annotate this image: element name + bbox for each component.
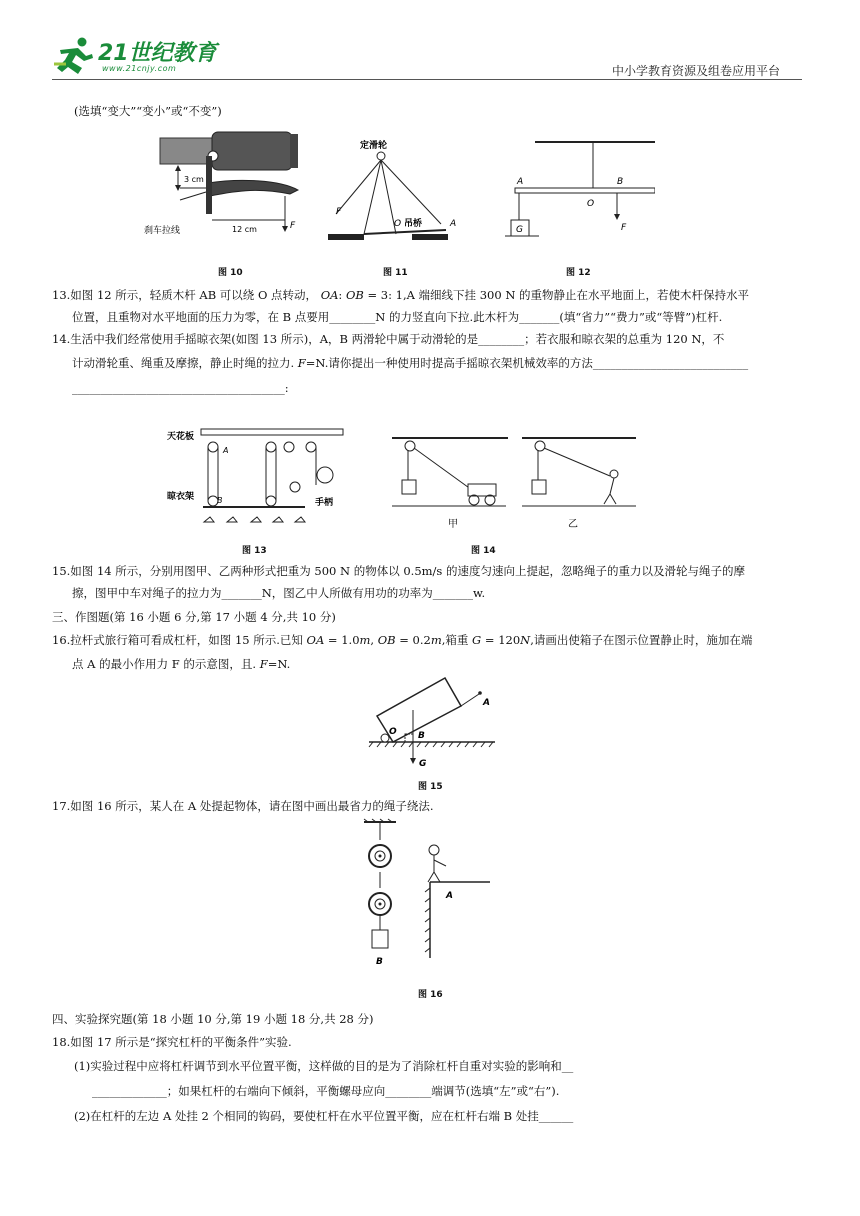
svg-text:A: A [450, 219, 457, 229]
svg-text:吊桥: 吊桥 [404, 219, 423, 229]
figure-15 [365, 672, 505, 772]
question-14-line1: 14.生活中我们经常使用手摇晾衣架(如图 13 所示)，A，B 两滑轮中属于动滑轮的是________；若衣服和晾衣架的总重为 120 N，不 [52, 332, 725, 346]
svg-text:乙: 乙 [568, 519, 578, 530]
question-18-part1-line2: _____________；如果杠杆的右端向下倾斜，平衡螺母应向________端调节(选填“左”或“右”). [92, 1084, 560, 1098]
header-rule [52, 79, 802, 80]
question-18-part2: (2)在杠杆的左边 A 处挂 2 个相同的钩码，要使杠杆在水平位置平衡，应在杠杆右端 B 处挂______ [74, 1109, 574, 1123]
figure-16-caption: 图 16 [418, 990, 443, 1000]
section-3-title: 三、作图题(第 16 小题 6 分,第 17 小题 4 分,共 10 分) [52, 610, 336, 624]
question-13-line1: 13.如图 12 所示，轻质木杆 AB 可以绕 O 点转动， 𝑂𝐴: 𝑂𝐵 = 3: 1,A 端细线下挂 300 N 的重物静止在水平地面上，若使木杆保持水平 [52, 288, 750, 302]
text-line: (选填“变大”“变小”或“不变”) [74, 104, 222, 118]
question-16-line1: 16.拉杆式旅行箱可看成杠杆，如图 15 所示.已知 𝑂𝐴 = 1.0𝑚, 𝑂𝐵 = 0.2𝑚,箱重 𝐺 = 120𝑁,请画出使箱子在图示位置静止时，施加在端 [52, 633, 753, 647]
svg-text:B: B [217, 496, 223, 505]
question-17: 17.如图 16 所示，某人在 A 处提起物体，请在图中画出最省力的绳子绕法. [52, 799, 434, 813]
question-18-part1-line1: (1)实验过程中应将杠杆调节到水平位置平衡，这样做的目的是为了消除杠杆自重对实验的影响和__ [74, 1059, 574, 1073]
svg-text:刹车拉线: 刹车拉线 [144, 226, 181, 236]
figure-10-caption: 图 10 [218, 268, 243, 278]
platform-name: 中小学教育资源及组卷应用平台 [612, 64, 781, 78]
svg-text:G: G [516, 225, 523, 235]
figure-14-caption: 图 14 [471, 546, 496, 556]
svg-text:手柄: 手柄 [315, 498, 334, 508]
svg-text:定滑轮: 定滑轮 [360, 141, 388, 151]
figure-11 [326, 134, 466, 244]
svg-text:晾衣架: 晾衣架 [167, 492, 195, 502]
runner-logo-icon [52, 36, 96, 76]
svg-text:B: B [617, 177, 624, 187]
figure-14 [388, 432, 638, 532]
svg-text:甲: 甲 [448, 519, 458, 530]
figure-13 [165, 425, 350, 535]
figure-10 [140, 128, 310, 258]
figure-13-caption: 图 13 [242, 546, 267, 556]
question-15-line2: 擦，图甲中车对绳子的拉力为_______N，图乙中人所做有用功的功率为_______w. [72, 586, 486, 600]
svg-text:天花板: 天花板 [167, 432, 195, 442]
svg-text:F: F [290, 221, 296, 231]
question-14-line2: 计动滑轮重、绳重及摩擦，静止时绳的拉力. 𝐹=N.请你提出一种使用时提高手摇晾衣架机械效率的方法___________________________ [72, 356, 749, 370]
question-16-line2: 点 A 的最小作用力 F 的示意图，且. 𝐹=N. [72, 657, 291, 671]
figure-16 [360, 818, 500, 978]
svg-text:A: A [517, 177, 524, 187]
svg-text:O: O [389, 727, 397, 737]
question-14-line3: _____________________________________: [72, 381, 289, 395]
svg-text:F: F [621, 223, 627, 233]
svg-text:O: O [394, 219, 402, 229]
section-4-title: 四、实验探究题(第 18 小题 10 分,第 19 小题 18 分,共 28 分) [52, 1012, 374, 1026]
svg-text:A: A [483, 698, 490, 708]
figure-12 [505, 136, 655, 246]
svg-text:F: F [336, 207, 342, 217]
header-logo [52, 34, 222, 78]
question-18: 18.如图 17 所示是“探究杠杆的平衡条件”实验. [52, 1035, 292, 1049]
svg-text:3 cm: 3 cm [184, 175, 204, 184]
question-13-line2: 位置，且重物对水平地面的压力为零，在 B 点要用________N 的力竖直向下拉.此木杆为_______(填“省力”“费力”或“等臂”)杠杆. [72, 310, 723, 324]
question-15-line1: 15.如图 14 所示，分别用图甲、乙两种形式把重为 500 N 的物体以 0.5m/s 的速度匀速向上提起，忽略绳子的重力以及滑轮与绳子的摩 [52, 564, 745, 578]
svg-text:12 cm: 12 cm [232, 225, 257, 234]
logo-text: 21世纪教育 [98, 41, 217, 66]
svg-text:G: G [419, 759, 427, 769]
svg-text:B: B [418, 731, 425, 741]
figure-11-caption: 图 11 [383, 268, 408, 278]
logo-url: www.21cnjy.com [102, 64, 177, 73]
svg-text:O: O [587, 199, 595, 209]
figure-15-caption: 图 15 [418, 782, 443, 792]
svg-text:A: A [223, 446, 229, 455]
svg-text:A: A [446, 891, 453, 901]
figure-12-caption: 图 12 [566, 268, 591, 278]
svg-text:B: B [376, 957, 383, 967]
